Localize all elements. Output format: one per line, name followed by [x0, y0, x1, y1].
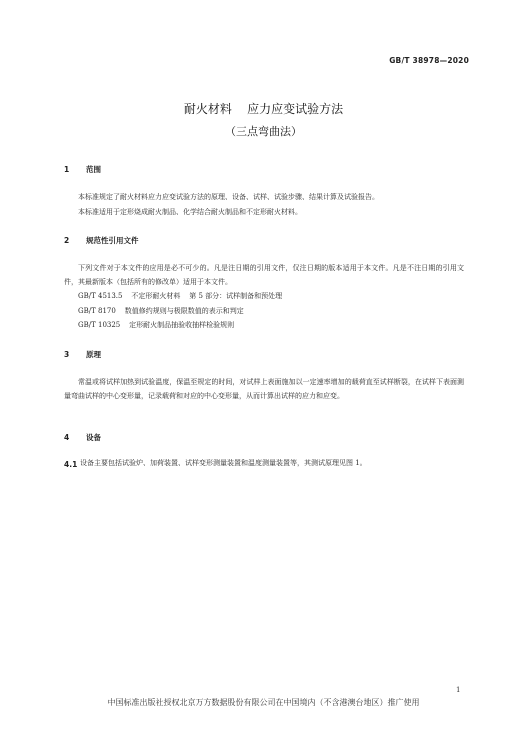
- section-number: 1: [64, 165, 70, 174]
- section-heading-normative-references: [64, 235, 139, 246]
- page-number: 1: [456, 686, 461, 694]
- footer-license-note: 中国标准出版社授权北京万方数据股份有限公司在中国境内（不含港澳台地区）推广使用: [107, 698, 420, 707]
- section-number: 2: [64, 236, 70, 245]
- document-subtitle: （三点弯曲法）: [225, 125, 302, 138]
- section-number: 3: [64, 350, 70, 359]
- section-heading-principle: [64, 349, 101, 360]
- scope-paragraph-2: 本标准适用于定形烧成耐火制品、化学结合耐火制品和不定形耐火材料。: [78, 208, 302, 216]
- title-block: [0, 100, 527, 139]
- section-heading-equipment: [64, 432, 101, 443]
- principle-paragraph: 常温或将试样加热到试验温度，保温至规定的时间，对试样上表面施加以一定速率增加的载荷直至试样断裂，在试样下表面測量弯曲试样的中心变形量，记录载荷和对应的中心变形量，从而计算出试样的应力和应变。: [64, 378, 464, 400]
- scope-paragraph-1: 本标准规定了耐火材料应力应变试验方法的原理、设备、试样、试验步骤、结果计算及试验报告。: [78, 193, 379, 201]
- standard-number: GB/T 38978—2020: [389, 56, 469, 65]
- section-title: 范围: [86, 165, 101, 174]
- section-title: 原理: [86, 350, 101, 359]
- reference-item: GB/T 4513.5 不定形耐火材料 第 5 部分：试样制备和预处理: [78, 292, 283, 300]
- clause-text: 设备主要包括试验炉、加荷装置、试样变形测量装置和温度测量装置等，其测试原理见图 1。: [80, 459, 367, 467]
- section-number: 4: [64, 433, 70, 442]
- reference-item: GB/T 10325 定形耐火制品抽验收抽样检验规则: [78, 321, 235, 329]
- document-title: 耐火材料 应力应变试验方法: [183, 102, 344, 116]
- section-heading-scope: [64, 164, 101, 175]
- section-title: 规范性引用文件: [86, 236, 139, 245]
- reference-item: GB/T 8170 数值修约规则与极限数值的表示和判定: [78, 307, 244, 315]
- section-title: 设备: [86, 433, 101, 442]
- clause-number: 4.1: [64, 460, 78, 469]
- normative-references-intro: 下列文件对于本文件的应用是必不可少的。凡是注日期的引用文件，仅注日期的版本适用于本文件。凡是不注日期的引用文件，其最新版本（包括所有的修改单）适用于本文件。: [64, 264, 464, 286]
